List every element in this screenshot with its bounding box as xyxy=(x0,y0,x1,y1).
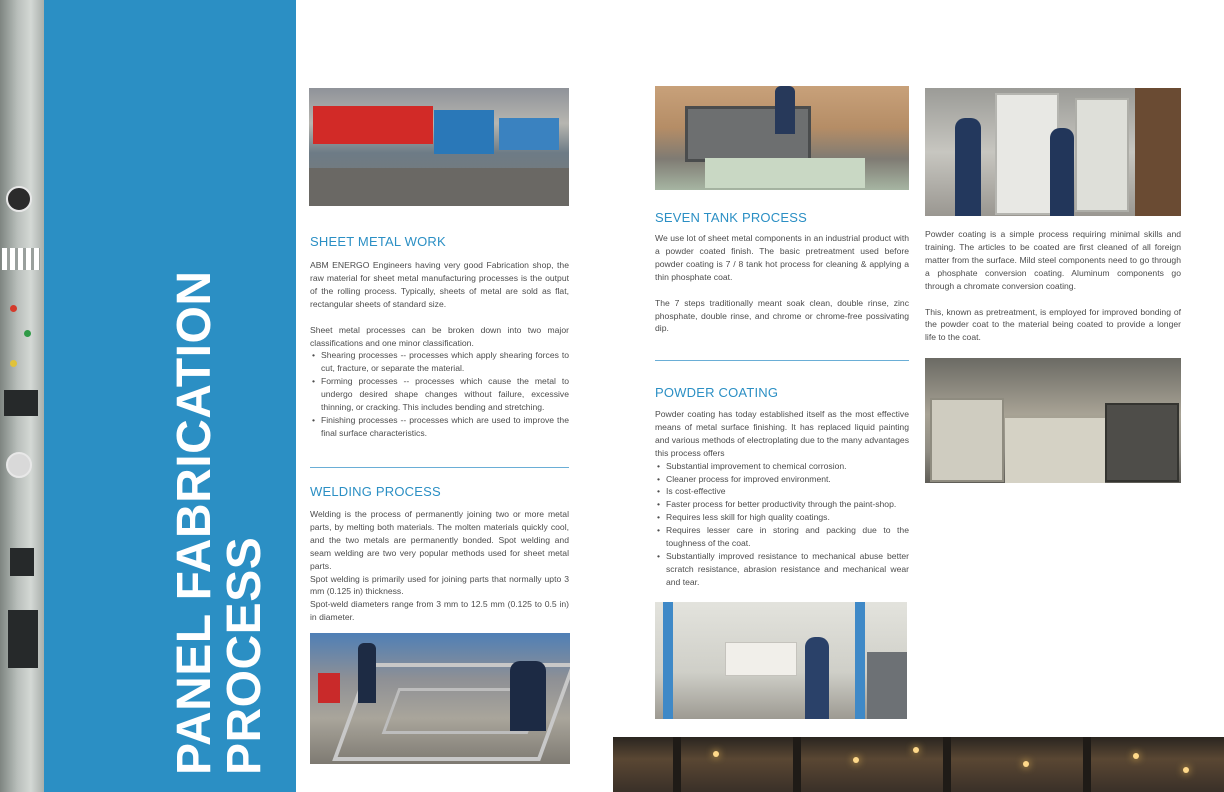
powder-coating-hall-photo xyxy=(925,358,1181,483)
powder-coating-para-1: Powder coating has today established itself as the most effective means of metal surface finishing. It has replaced liquid painting and various methods of electroplating due to the many advantages this process offers xyxy=(655,409,909,458)
yellow-button-icon xyxy=(10,360,17,367)
welding-para-3: Spot-weld diameters range from 3 mm to 12.5 mm (0.125 to 0.5 in) in diameter. xyxy=(310,599,569,623)
seven-tank-para-1: We use lot of sheet metal components in an industrial product with a powder coated finish. The basic pretreatment used before powder coating is 7 / 8 tank hot process for cleaning & applying a thin phosphate coat. xyxy=(655,233,909,282)
sheet-metal-heading: SHEET METAL WORK xyxy=(310,234,446,249)
powder-coating-body xyxy=(655,408,909,589)
meter-box xyxy=(10,548,34,576)
list-item: • Is cost-effective xyxy=(655,485,909,498)
seven-tank-heading: SEVEN TANK PROCESS xyxy=(655,210,807,225)
shearing-machine-photo xyxy=(309,88,569,206)
gauge-icon xyxy=(6,186,32,212)
list-item: • Requires lesser care in storing and packing due to the toughness of the coat. xyxy=(655,524,909,550)
sheet-metal-para-1: ABM ENERGO Engineers having very good Fabrication shop, the raw material for sheet metal manufacturing processes is the output of the rolling process. Typically, sheets of metal are sold as flat, rectangular sheets of standard size. xyxy=(310,260,569,309)
right-column-body xyxy=(925,228,1181,344)
welding-heading: WELDING PROCESS xyxy=(310,484,441,499)
green-button-icon xyxy=(24,330,31,337)
powder-coating-heading: POWDER COATING xyxy=(655,385,779,400)
list-item: • Requires less skill for high quality coatings. xyxy=(655,511,909,524)
electrical-panel-photo xyxy=(0,0,44,792)
page-title-line1: PANEL FABRICATION xyxy=(168,270,221,775)
dial-icon xyxy=(6,452,32,478)
plant-interior-photo xyxy=(613,737,1224,792)
switch-box xyxy=(4,390,38,416)
sheet-metal-list xyxy=(310,349,569,439)
divider xyxy=(655,360,909,361)
divider xyxy=(310,467,569,468)
welding-para-1: Welding is the process of permanently joining two or more metal parts, by melting both materials. The molten materials quickly cool, and the two metals are permanently bonded. Spot welding and seam welding are two very popular methods used for sheet metal parts. xyxy=(310,509,569,571)
sheet-metal-body xyxy=(310,259,569,440)
list-item: • Faster process for better productivity through the paint-shop. xyxy=(655,498,909,511)
welding-para-2: Spot welding is primarily used for joining parts that normally upto 3 mm (0.125 in) thickness. xyxy=(310,573,569,597)
control-unit xyxy=(8,610,38,668)
list-item: • Shearing processes -- processes which apply shearing forces to cut, fracture, or separate the material. xyxy=(310,349,569,375)
right-column-para-2: This, known as pretreatment, is employed for improved bonding of the powder coat to the material being coated to provide a longer life to the coat. xyxy=(925,306,1181,343)
list-item: • Substantially improved resistance to mechanical abuse better scratch resistance, abrasion resistance and mechanical wear and tear. xyxy=(655,550,909,589)
list-item: • Substantial improvement to chemical corrosion. xyxy=(655,460,909,473)
page-title-line2: PROCESS xyxy=(218,536,271,775)
welding-body xyxy=(310,508,569,624)
powder-coating-cabinets-photo xyxy=(925,88,1181,216)
list-item: • Forming processes -- processes which cause the metal to undergo desired shape changes without failure, excessive thinning, or cracking. This includes bending and stretching. xyxy=(310,375,569,414)
right-column-para-1: Powder coating is a simple process requiring minimal skills and training. The articles to be coated are first cleaned of all foreign matter from the surface. Mild steel components need to go through a phosphate conversion coating. Aluminum components go through a chromate conversion coating. xyxy=(925,229,1181,291)
powder-booth-photo xyxy=(655,602,907,719)
red-button-icon xyxy=(10,305,17,312)
seven-tank-photo xyxy=(655,86,909,190)
seven-tank-para-2: The 7 steps traditionally meant soak clean, double rinse, zinc phosphate, double rinse, and chrome or chrome-free possivating dip. xyxy=(655,297,909,334)
sheet-metal-para-2: Sheet metal processes can be broken down into two major classifications and one minor classification. xyxy=(310,324,569,348)
welding-photo xyxy=(310,633,570,764)
indicator-grid xyxy=(2,248,40,270)
list-item: • Finishing processes -- processes which are used to improve the final surface characteristics. xyxy=(310,414,569,440)
powder-coating-list xyxy=(655,460,909,589)
seven-tank-body xyxy=(655,232,909,335)
list-item: • Cleaner process for improved environment. xyxy=(655,473,909,486)
page-title xyxy=(170,270,270,775)
